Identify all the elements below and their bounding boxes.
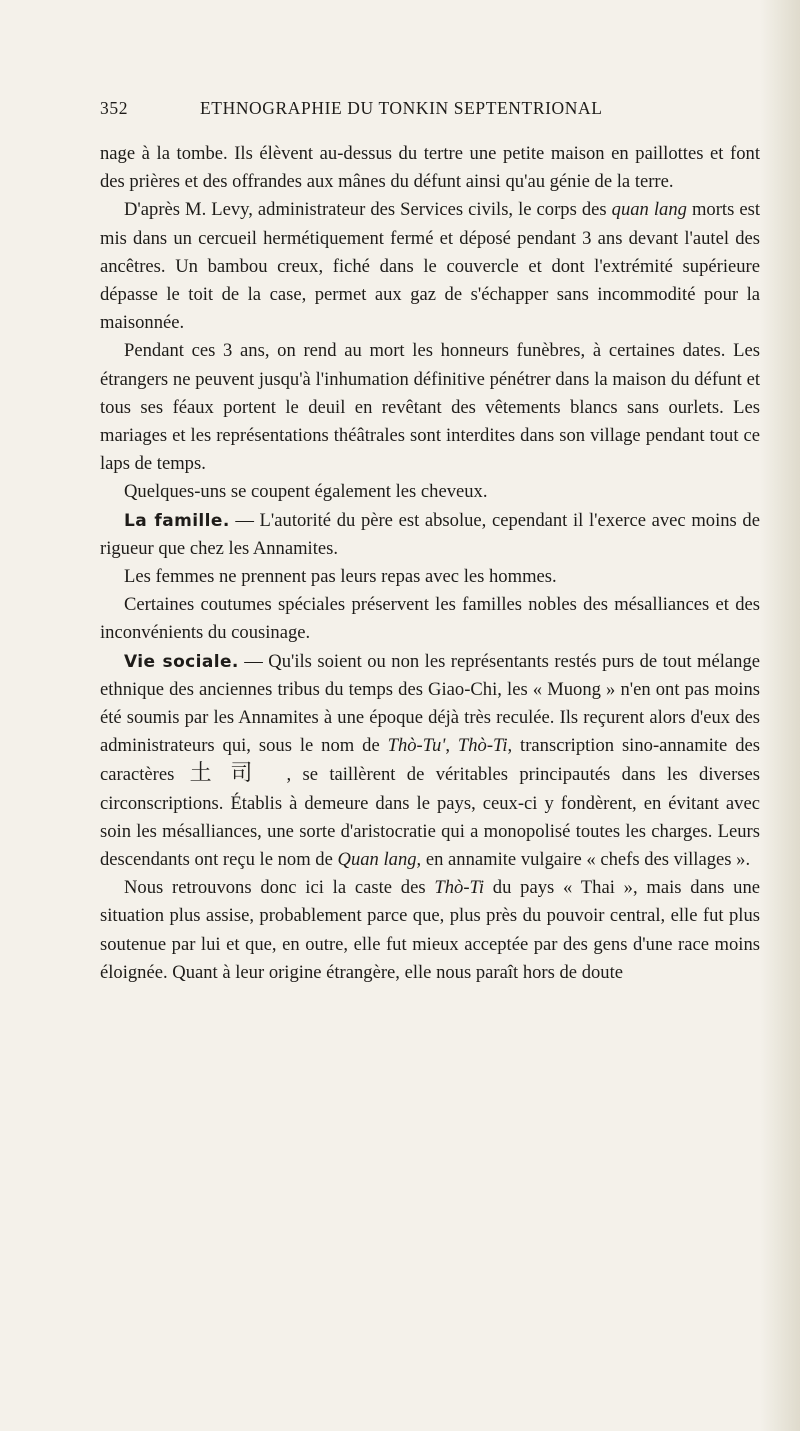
paragraph-9: Nous retrouvons donc ici la caste des Thò-Ti du pays « Thai », mais dans une situation plus assise, probablement parce que, plus près du pouvoir central, elle fut plus soutenue par lui et que, en outre, elle fut mieux acceptée par des gens d'une race moins éloignée. Quant à leur origine étrangère, elle nous paraît hors de doute (100, 877, 760, 983)
page-number: 352 (100, 98, 129, 118)
paragraph-7: Certaines coutumes spéciales préservent les familles nobles des mésalliances et des inconvénients du cousinage. (100, 594, 760, 644)
paragraph-famille: La famille. — L'autorité du père est absolue, cependant il l'exerce avec moins de rigueur que chez les Annamites. (100, 509, 760, 559)
section-heading-vie-sociale: Vie sociale. (124, 651, 239, 672)
chinese-characters: 土司 (189, 761, 272, 787)
body-text (100, 140, 760, 987)
italic-term: Thò-Ti (434, 877, 484, 899)
italic-term: Thò-Tu' (387, 735, 446, 757)
italic-term: Thò-Ti (457, 735, 508, 757)
section-heading-famille: La famille. (124, 510, 230, 531)
running-title: ETHNOGRAPHIE DU TONKIN SEPTENTRIONAL (200, 98, 603, 118)
italic-term: quan lang (611, 199, 687, 221)
page-edge-shadow (760, 0, 800, 1431)
italic-term: Quan lang (337, 849, 417, 871)
paragraph-4: Quelques-uns se coupent également les cheveux. (124, 481, 488, 503)
running-head (100, 98, 760, 122)
paragraph-6: Les femmes ne prennent pas leurs repas avec les hommes. (124, 566, 557, 588)
paragraph-vie-sociale: Vie sociale. — Qu'ils soient ou non les représentants restés purs de tout mélange ethnique des anciennes tribus du temps des Giao-Chi, les « Muong » n'en ont pas moins été soumis par les Annamites à une époque déjà très reculée. Ils reçurent alors d'eux des administrateurs qui, sous le nom de Thò-Tu', Thò-Ti, transcription sino-annamite des caractères 土司 , se taillèrent de véritables principautés dans les diverses circonscriptions. Établis à demeure dans le pays, ceux-ci y fondèrent, en évitant avec soin les mésalliances, une sorte d'aristocratie qui a monopolisé toutes les charges. Leurs descendants ont reçu le nom de Quan lang, en annamite vulgaire « chefs des villages ». (100, 650, 760, 871)
paragraph-2: D'après M. Levy, administrateur des Services civils, le corps des quan lang morts est mis dans un cercueil hermétiquement fermé et déposé pendant 3 ans devant l'autel des ancêtres. Un bambou creux, fiché dans le couvercle et dont l'extrémité supérieure dépasse le toit de la case, permet aux gaz de s'échapper sans incommodité pour la maisonnée. (100, 199, 760, 334)
paragraph-1: nage à la tombe. Ils élèvent au-dessus du tertre une petite maison en paillottes et font des prières et des offrandes aux mânes du défunt ainsi qu'au génie de la terre. (100, 143, 760, 193)
paragraph-3: Pendant ces 3 ans, on rend au mort les honneurs funèbres, à certaines dates. Les étrangers ne peuvent jusqu'à l'inhumation définitive pénétrer dans la maison du défunt et tous ses féaux portent le deuil en revêtant des vêtements blancs sans ourlets. Les mariages et les représentations théâtrales sont interdites dans son village pendant tout ce laps de temps. (100, 340, 760, 475)
